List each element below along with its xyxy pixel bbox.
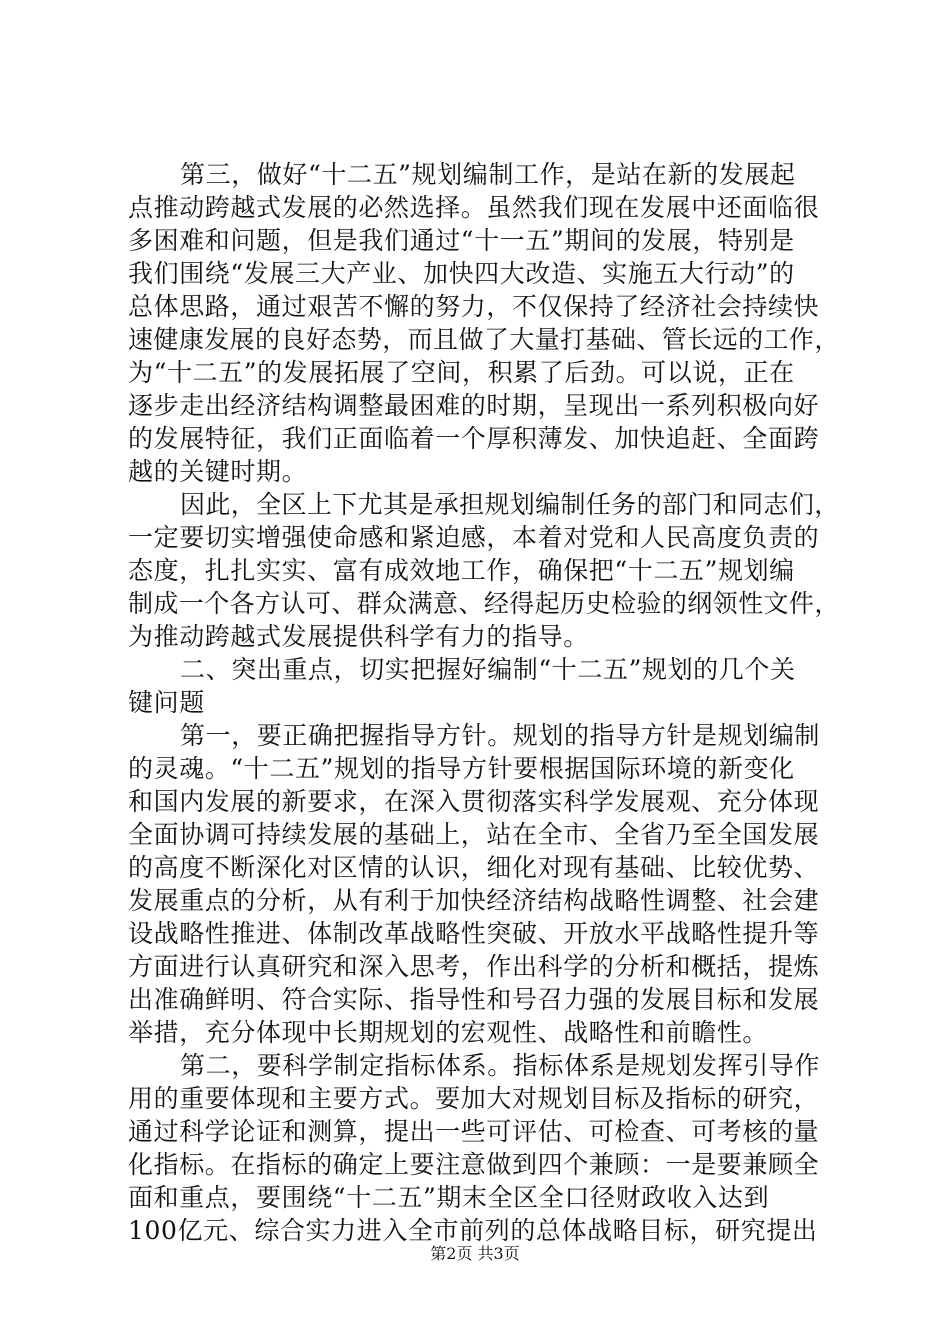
text-line: 的发展特征，我们正面临着一个厚积薄发、加快追赶、全面跨 xyxy=(128,424,820,453)
text-line: 出准确鲜明、符合实际、指导性和号召力强的发展目标和发展 xyxy=(128,985,820,1014)
paragraph-third-point xyxy=(128,158,840,488)
text-line: 制成一个各方认可、群众满意、经得起历史检验的纲领性文件， xyxy=(128,589,840,618)
text-line: 一定要切实增强使命感和紧迫感，本着对党和人民高度负责的 xyxy=(128,523,820,552)
text-line: 用的重要体现和主要方式。要加大对规划目标及指标的研究， xyxy=(128,1084,820,1113)
text-line: 和国内发展的新要求，在深入贯彻落实科学发展观、充分体现 xyxy=(128,787,820,816)
text-line: 面和重点，要围绕“十二五”期末全区全口径财政收入达到 xyxy=(128,1183,770,1212)
text-line: 第三，做好“十二五”规划编制工作，是站在新的发展起 xyxy=(180,160,796,189)
text-line: 全面协调可持续发展的基础上，站在全市、全省乃至全国发展 xyxy=(128,820,820,849)
text-line: 多困难和问题，但是我们通过“十一五”期间的发展，特别是 xyxy=(128,226,795,255)
text-line: 我们围绕“发展三大产业、加快四大改造、实施五大行动”的 xyxy=(128,259,795,288)
text-line: 方面进行认真研究和深入思考，作出科学的分析和概括，提炼 xyxy=(128,952,820,981)
paragraph-first-guideline xyxy=(128,719,840,1049)
section-heading-two xyxy=(128,653,840,719)
text-line: 二、突出重点，切实把握好编制“十二五”规划的几个关 xyxy=(180,655,796,684)
text-line: 举措，充分体现中长期规划的宏观性、战略性和前瞻性。 xyxy=(128,1018,769,1047)
text-line: 键问题 xyxy=(128,688,205,717)
paragraph-second-indicators xyxy=(128,1049,840,1247)
text-line: 设战略性推进、体制改革战略性突破、开放水平战略性提升等 xyxy=(128,919,820,948)
paragraph-therefore xyxy=(128,488,840,653)
text-line: 为推动跨越式发展提供科学有力的指导。 xyxy=(128,622,589,651)
text-line: 态度，扎扎实实、富有成效地工作，确保把“十二五”规划编 xyxy=(128,556,795,585)
page-footer: 第2页 共3页 xyxy=(430,1244,520,1263)
text-line: 的高度不断深化对区情的认识，细化对现有基础、比较优势、 xyxy=(128,853,820,882)
text-line: 越的关键时期。 xyxy=(128,457,308,486)
text-line: 点推动跨越式发展的必然选择。虽然我们现在发展中还面临很 xyxy=(128,193,820,222)
text-line: 化指标。在指标的确定上要注意做到四个兼顾：一是要兼顾全 xyxy=(128,1150,820,1179)
text-line: 逐步走出经济结构调整最困难的时期，呈现出一系列积极向好 xyxy=(128,391,820,420)
text-line: 因此，全区上下尤其是承担规划编制任务的部门和同志们， xyxy=(180,490,840,519)
text-line: 100亿元、综合实力进入全市前列的总体战略目标，研究提出 xyxy=(128,1216,818,1245)
text-line: 第二，要科学制定指标体系。指标体系是规划发挥引导作 xyxy=(180,1051,821,1080)
text-line: 第一，要正确把握指导方针。规划的指导方针是规划编制 xyxy=(180,721,821,750)
text-line: 通过科学论证和测算，提出一些可评估、可检查、可考核的量 xyxy=(128,1117,820,1146)
text-line: 速健康发展的良好态势，而且做了大量打基础、管长远的工作， xyxy=(128,325,840,354)
text-line: 为“十二五”的发展拓展了空间，积累了后劲。可以说，正在 xyxy=(128,358,795,387)
text-line: 的灵魂。“十二五”规划的指导方针要根据国际环境的新变化 xyxy=(128,754,795,783)
text-line: 发展重点的分析，从有利于加快经济结构战略性调整、社会建 xyxy=(128,886,820,915)
document-body xyxy=(128,158,840,1247)
text-line: 总体思路，通过艰苦不懈的努力，不仅保持了经济社会持续快 xyxy=(128,292,820,321)
